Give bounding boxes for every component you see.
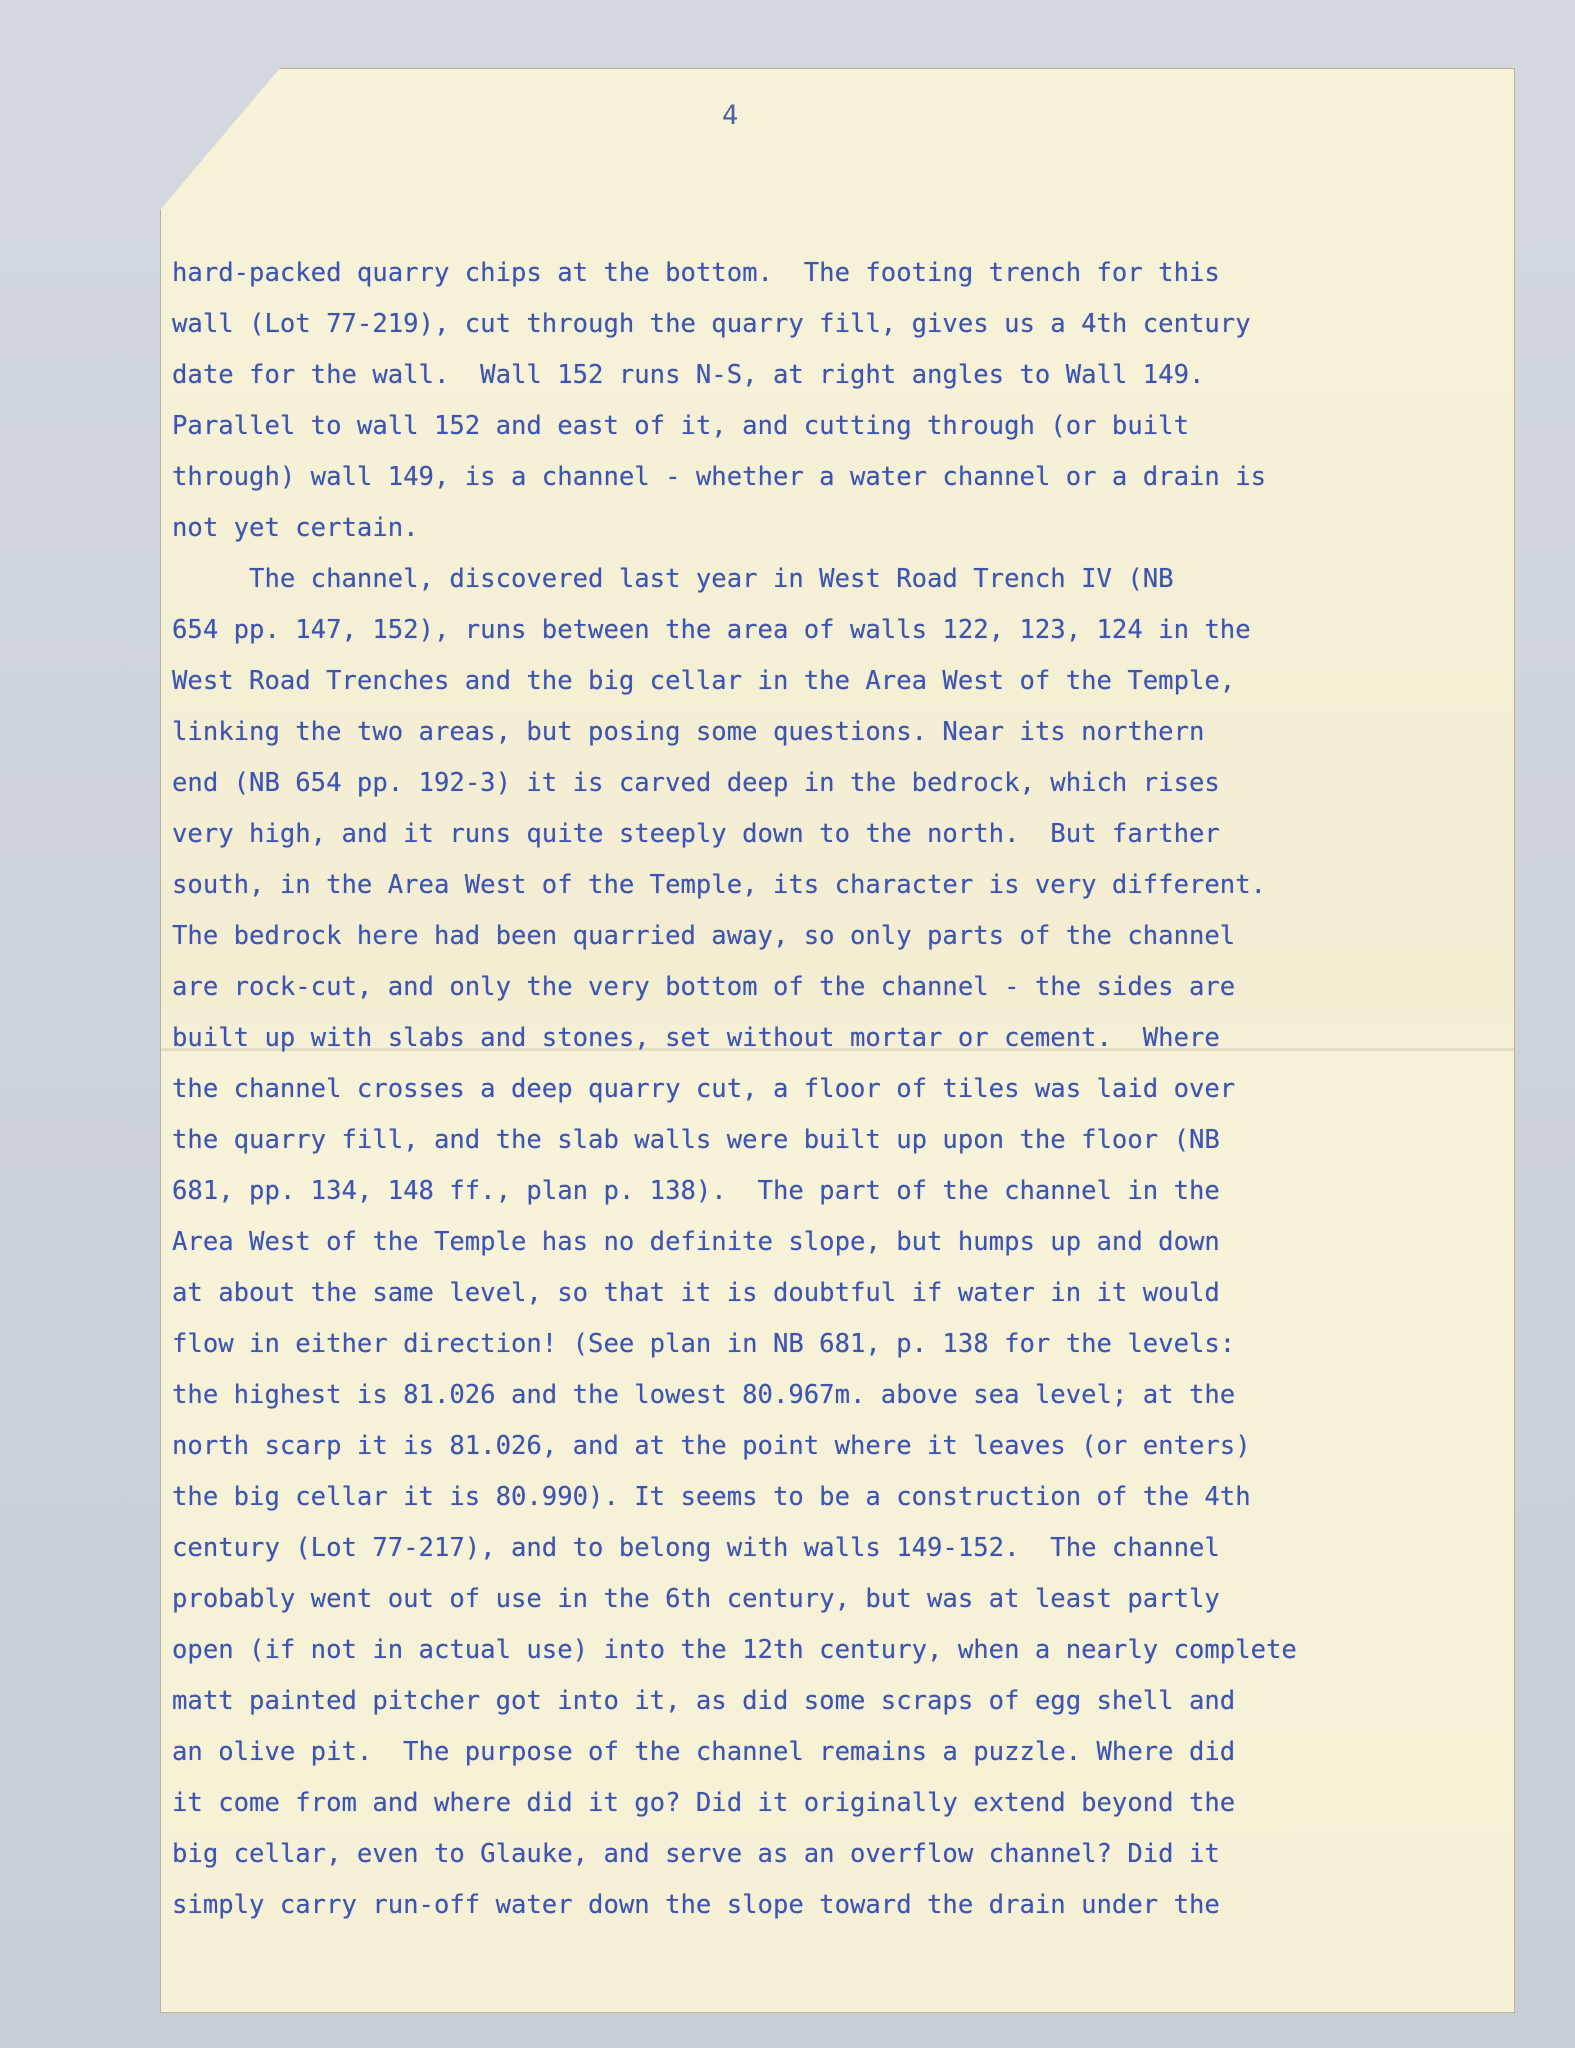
text-line: south, in the Area West of the Temple, its character is very different. [172, 870, 1267, 900]
text-line: century (Lot 77-217), and to belong with walls 149-152. The channel [172, 1533, 1220, 1563]
text-line: at about the same level, so that it is doubtful if water in it would [172, 1278, 1220, 1308]
text-line: are rock-cut, and only the very bottom of the channel - the sides are [172, 972, 1236, 1002]
text-line: very high, and it runs quite steeply down to the north. But farther [172, 819, 1220, 849]
text-line: 654 pp. 147, 152), runs between the area of walls 122, 123, 124 in the [172, 615, 1251, 645]
text-line: probably went out of use in the 6th century, but was at least partly [172, 1584, 1220, 1614]
text-line: the big cellar it is 80.990). It seems to be a construction of the 4th [172, 1482, 1251, 1512]
text-line: Area West of the Temple has no definite slope, but humps up and down [172, 1227, 1220, 1257]
text-line: The bedrock here had been quarried away, so only parts of the channel [172, 921, 1236, 951]
text-line: West Road Trenches and the big cellar in the Area West of the Temple, [172, 666, 1236, 696]
text-line: date for the wall. Wall 152 runs N-S, at right angles to Wall 149. [172, 360, 1205, 390]
text-line: Parallel to wall 152 and east of it, and cutting through (or built [172, 411, 1189, 441]
body-text [172, 248, 1462, 1931]
text-line: north scarp it is 81.026, and at the point where it leaves (or enters) [172, 1431, 1251, 1461]
text-line: it come from and where did it go? Did it originally extend beyond the [172, 1788, 1236, 1818]
text-line: the quarry fill, and the slab walls were built up upon the floor (NB [172, 1125, 1220, 1155]
text-line: big cellar, even to Glauke, and serve as an overflow channel? Did it [172, 1839, 1220, 1869]
text-line: The channel, discovered last year in West Road Trench IV (NB [172, 564, 1174, 594]
text-line: the channel crosses a deep quarry cut, a floor of tiles was laid over [172, 1074, 1236, 1104]
text-line: matt painted pitcher got into it, as did some scraps of egg shell and [172, 1686, 1236, 1716]
page-number: 4 [722, 100, 740, 131]
text-line: linking the two areas, but posing some questions. Near its northern [172, 717, 1205, 747]
text-line: 681, pp. 134, 148 ff., plan p. 138). The part of the channel in the [172, 1176, 1220, 1206]
text-line: end (NB 654 pp. 192-3) it is carved deep in the bedrock, which rises [172, 768, 1220, 798]
text-line: hard-packed quarry chips at the bottom. The footing trench for this [172, 258, 1220, 288]
text-line: not yet certain. [172, 513, 419, 543]
text-line: wall (Lot 77-219), cut through the quarry fill, gives us a 4th century [172, 309, 1251, 339]
text-line: open (if not in actual use) into the 12th century, when a nearly complete [172, 1635, 1297, 1665]
text-line: the highest is 81.026 and the lowest 80.967m. above sea level; at the [172, 1380, 1236, 1410]
text-line: flow in either direction! (See plan in NB 681, p. 138 for the levels: [172, 1329, 1236, 1359]
text-line: through) wall 149, is a channel - whether a water channel or a drain is [172, 462, 1267, 492]
text-line: simply carry run-off water down the slope toward the drain under the [172, 1890, 1220, 1920]
text-line: built up with slabs and stones, set without mortar or cement. Where [172, 1023, 1220, 1053]
text-line: an olive pit. The purpose of the channel remains a puzzle. Where did [172, 1737, 1236, 1767]
